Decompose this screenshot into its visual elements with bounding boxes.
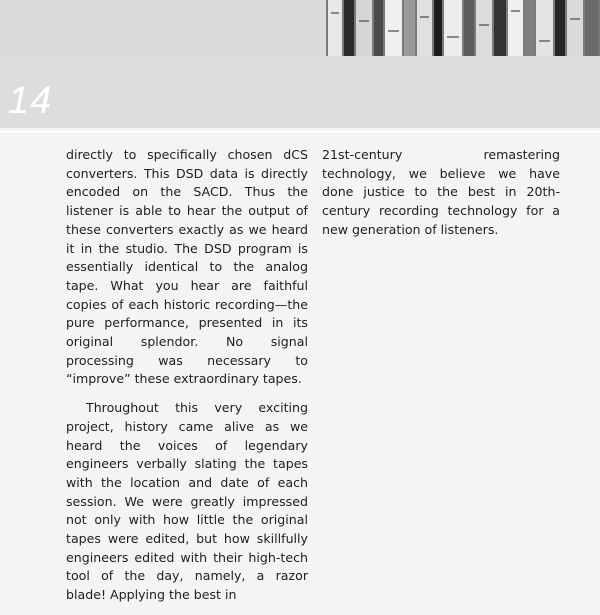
text-column-left [66,146,308,615]
text-column-right [322,146,560,250]
paragraph: Throughout this very exciting project, history came alive as we heard the voices of legendary engineers verbally slating the tapes with the location and date of each session. We were greatly impressed not only with how little the original tapes were edited, but how skillfully engineers edited with their high-tech tool of the day, namely, a razor blade! Applying the best in [66,400,308,603]
header-rule [0,131,600,132]
paragraph: directly to specifically chosen dCS converters. This DSD data is directly encoded on the SACD. Thus the listener is able to hear the output of these converters exactly as we heard it in the studio. The DSD program is essentially identical to the analog tape. What you hear are faithful copies of each historic recording—the pure performance, presented in its original splendor. No signal processing was necessary to “improve” these extraordinary tapes. [66,147,308,387]
tape-boxes-photo [326,0,600,56]
page-number: 14 [8,80,53,122]
header-band [0,56,600,128]
paragraph: 21st-century remastering technology, we believe we have done justice to the best in 20th-century recording technology for a new generation of listeners. [322,147,560,237]
